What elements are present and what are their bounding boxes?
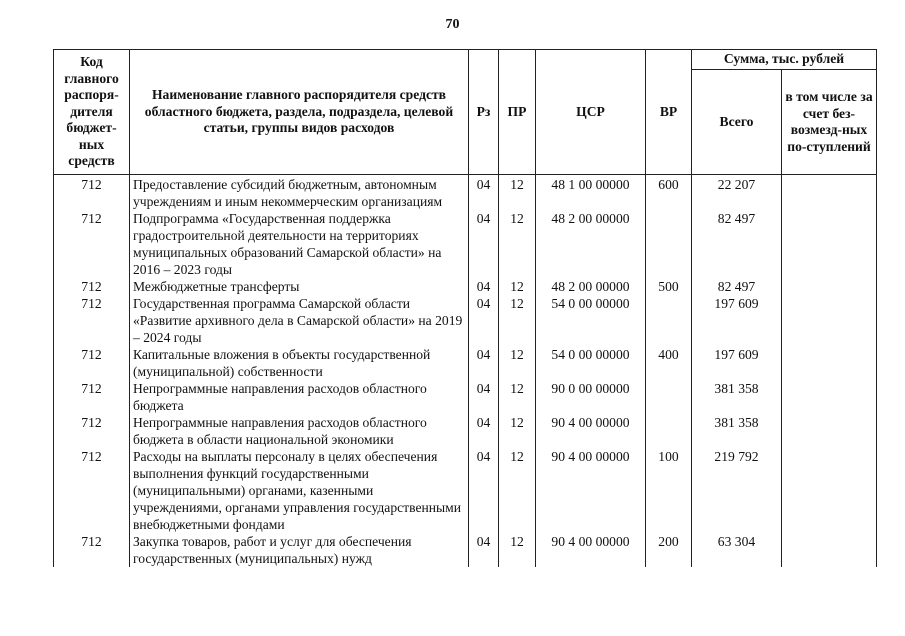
cell-name: Подпрограмма «Государственная поддержка градостроительной деятельности на территориях муниципальных образований Самарской области» на 2016 – 2023 годы: [130, 210, 469, 278]
cell-pr: 12: [499, 278, 536, 295]
cell-total: 197 609: [692, 295, 782, 346]
cell-name: Межбюджетные трансферты: [130, 278, 469, 295]
table-row: [54, 448, 877, 533]
cell-name: Капитальные вложения в объекты государственной (муниципальной) собственности: [130, 346, 469, 380]
cell-total: 82 497: [692, 210, 782, 278]
cell-vr: 200: [646, 533, 692, 567]
header-vr: ВР: [646, 50, 692, 175]
cell-csr: 54 0 00 00000: [536, 346, 646, 380]
cell-name: Закупка товаров, работ и услуг для обеспечения государственных (муниципальных) нужд: [130, 533, 469, 567]
table-row: [54, 295, 877, 346]
cell-csr: 90 0 00 00000: [536, 380, 646, 414]
cell-csr: 48 2 00 00000: [536, 210, 646, 278]
cell-pr: 12: [499, 448, 536, 533]
header-grants: в том числе за счет без-возмезд-ных по-ступлений: [782, 70, 877, 175]
table-row: [54, 210, 877, 278]
cell-total: 381 358: [692, 414, 782, 448]
cell-csr: 54 0 00 00000: [536, 295, 646, 346]
cell-grants: [782, 533, 877, 567]
header-total: Всего: [692, 70, 782, 175]
cell-code: 712: [54, 380, 130, 414]
cell-code: 712: [54, 533, 130, 567]
table-row: [54, 278, 877, 295]
cell-name: Государственная программа Самарской области «Развитие архивного дела в Самарской области» на 2019 – 2024 годы: [130, 295, 469, 346]
cell-grants: [782, 346, 877, 380]
cell-vr: [646, 295, 692, 346]
cell-csr: 90 4 00 00000: [536, 533, 646, 567]
cell-rz: 04: [469, 414, 499, 448]
cell-total: 82 497: [692, 278, 782, 295]
cell-pr: 12: [499, 210, 536, 278]
cell-name: Расходы на выплаты персоналу в целях обеспечения выполнения функций государственными (муниципальными) органами, казенными учреждениями, органами управления государственными внебюджетными фондами: [130, 448, 469, 533]
cell-code: 712: [54, 295, 130, 346]
cell-code: 712: [54, 278, 130, 295]
cell-rz: 04: [469, 175, 499, 211]
table-row: [54, 380, 877, 414]
cell-grants: [782, 175, 877, 211]
table-row: [54, 175, 877, 211]
cell-rz: 04: [469, 346, 499, 380]
cell-name: Непрограммные направления расходов областного бюджета: [130, 380, 469, 414]
cell-code: 712: [54, 346, 130, 380]
cell-pr: 12: [499, 414, 536, 448]
header-csr: ЦСР: [536, 50, 646, 175]
cell-csr: 90 4 00 00000: [536, 448, 646, 533]
cell-pr: 12: [499, 533, 536, 567]
header-sum: Сумма, тыс. рублей: [692, 50, 877, 70]
cell-pr: 12: [499, 346, 536, 380]
cell-grants: [782, 414, 877, 448]
cell-vr: [646, 414, 692, 448]
cell-csr: 48 2 00 00000: [536, 278, 646, 295]
header-pr: ПР: [499, 50, 536, 175]
cell-vr: 100: [646, 448, 692, 533]
cell-vr: 600: [646, 175, 692, 211]
cell-code: 712: [54, 414, 130, 448]
cell-code: 712: [54, 210, 130, 278]
cell-rz: 04: [469, 295, 499, 346]
page-number: 70: [445, 17, 460, 32]
cell-grants: [782, 295, 877, 346]
cell-vr: [646, 380, 692, 414]
cell-csr: 48 1 00 00000: [536, 175, 646, 211]
cell-pr: 12: [499, 295, 536, 346]
cell-name: Непрограммные направления расходов областного бюджета в области национальной экономики: [130, 414, 469, 448]
cell-code: 712: [54, 448, 130, 533]
cell-vr: [646, 210, 692, 278]
cell-rz: 04: [469, 278, 499, 295]
cell-total: 219 792: [692, 448, 782, 533]
header-rz: Рз: [469, 50, 499, 175]
cell-total: 22 207: [692, 175, 782, 211]
cell-grants: [782, 210, 877, 278]
cell-csr: 90 4 00 00000: [536, 414, 646, 448]
cell-code: 712: [54, 175, 130, 211]
table-row: [54, 533, 877, 567]
table-row: [54, 414, 877, 448]
cell-rz: 04: [469, 533, 499, 567]
cell-name: Предоставление субсидий бюджетным, автономным учреждениям и иным некоммерческим организациям: [130, 175, 469, 211]
cell-rz: 04: [469, 448, 499, 533]
cell-pr: 12: [499, 175, 536, 211]
cell-vr: 500: [646, 278, 692, 295]
cell-pr: 12: [499, 380, 536, 414]
cell-total: 381 358: [692, 380, 782, 414]
cell-rz: 04: [469, 380, 499, 414]
cell-rz: 04: [469, 210, 499, 278]
cell-grants: [782, 448, 877, 533]
cell-total: 197 609: [692, 346, 782, 380]
cell-vr: 400: [646, 346, 692, 380]
header-name: Наименование главного распорядителя средств областного бюджета, раздела, подраздела, целевой статьи, группы видов расходов: [130, 50, 469, 175]
budget-table: [53, 49, 877, 567]
cell-grants: [782, 380, 877, 414]
table-row: [54, 346, 877, 380]
cell-total: 63 304: [692, 533, 782, 567]
header-code: Код главного распоря-дителя бюджет-ных средств: [54, 50, 130, 175]
cell-grants: [782, 278, 877, 295]
